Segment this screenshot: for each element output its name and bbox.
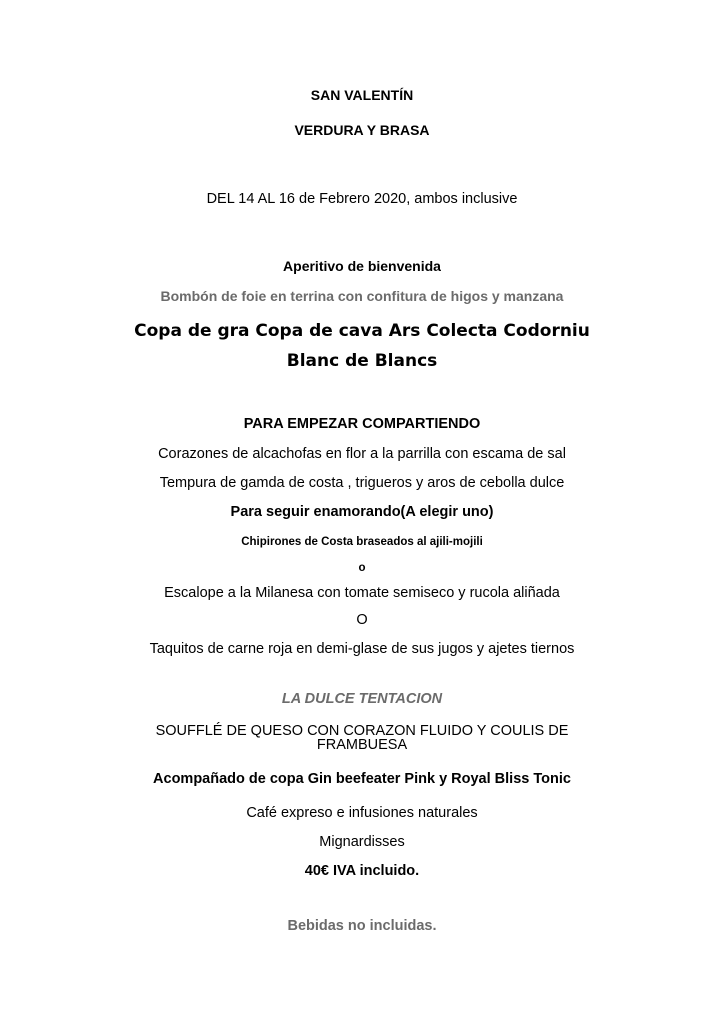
welcome-heading: Aperitivo de bienvenida: [283, 258, 441, 274]
dessert-item-line1: SOUFFLÉ DE QUESO CON CORAZON FLUIDO Y COULIS DE: [155, 723, 569, 739]
main-option-3: Taquitos de carne roja en demi-glase de sus jugos y ajetes tiernos: [149, 641, 575, 657]
menu-dates: DEL 14 AL 16 de Febrero 2020, ambos inclusive: [206, 191, 518, 207]
dessert-item-line2: FRAMBUESA: [316, 737, 408, 753]
menu-title: SAN VALENTÍN: [310, 87, 414, 103]
main-option-2: Escalope a la Milanesa con tomate semiseco y rucola aliñada: [164, 585, 560, 601]
dessert-heading: LA DULCE TENTACION: [281, 691, 443, 707]
main-option-1: Chipirones de Costa braseados al ajili-mojili: [241, 536, 483, 548]
mains-heading: Para seguir enamorando(A elegir uno): [230, 504, 494, 520]
coffee-line: Café expreso e infusiones naturales: [246, 805, 478, 821]
starter-item: Tempura de gamda de costa , trigueros y aros de cebolla dulce: [159, 475, 565, 491]
main-or-separator-1: o: [358, 562, 366, 574]
starters-heading: PARA EMPEZAR COMPARTIENDO: [243, 416, 481, 432]
main-or-separator-2: O: [356, 612, 368, 628]
menu-subtitle: VERDURA Y BRASA: [294, 122, 430, 138]
petit-fours-line: Mignardisses: [319, 834, 405, 850]
drinks-note: Bebidas no incluidas.: [287, 918, 437, 934]
welcome-drink-line2: Blanc de Blancs: [286, 351, 438, 371]
welcome-item: Bombón de foie en terrina con confitura de higos y manzana: [160, 288, 564, 304]
menu-price: 40€ IVA incluido.: [304, 863, 420, 879]
dessert-pairing: Acompañado de copa Gin beefeater Pink y Royal Bliss Tonic: [153, 771, 571, 787]
starter-item: Corazones de alcachofas en flor a la parrilla con escama de sal: [158, 446, 566, 462]
welcome-drink-line1: Copa de gra Copa de cava Ars Colecta Codorniu: [134, 321, 590, 341]
